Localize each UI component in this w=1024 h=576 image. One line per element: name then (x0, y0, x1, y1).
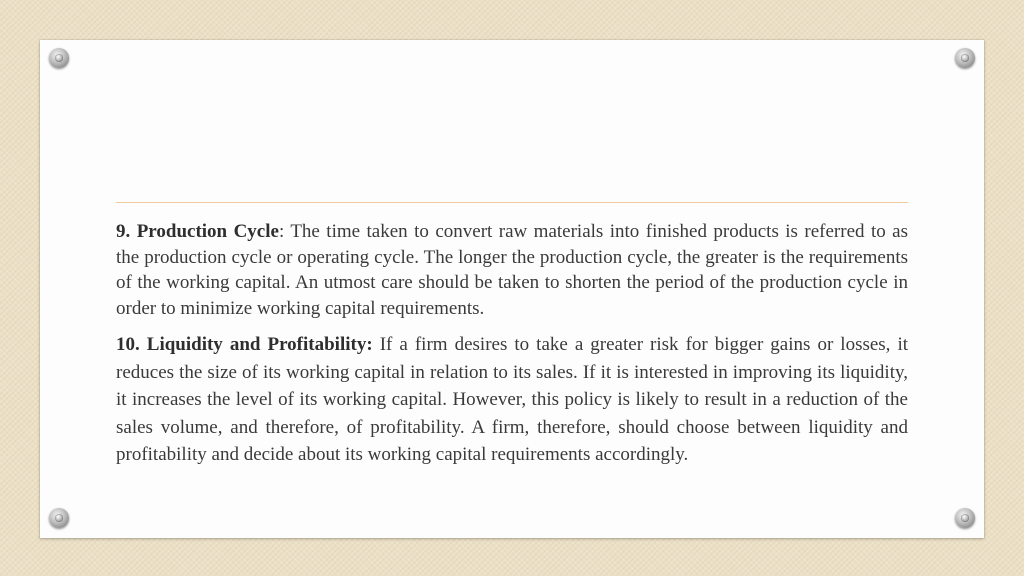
slide-body (116, 219, 908, 469)
pushpin-icon-top-left (49, 48, 69, 68)
paragraph-liquidity-profitability (116, 331, 908, 469)
pushpin-icon-top-right (955, 48, 975, 68)
paragraph-production-cycle (116, 219, 908, 321)
paragraph-heading: 10. Liquidity and Profitability: (116, 334, 373, 355)
pushpin-icon-bottom-right (955, 508, 975, 528)
title-divider-line (116, 202, 908, 203)
paragraph-text: If a firm desires to take a greater risk for bigger gains or losses, it reduces the size of its working capital in relation to its sales. If it is interested in improving its liquidity, it increases the level of its working capital. However, this policy is likely to result in a reduction of the sales volume, and therefore, of profitability. A firm, therefore, should choose between liquidity and profitability and decide about its working capital requirements accordingly. (116, 334, 909, 465)
heading-separator: : (278, 221, 291, 242)
paragraph-text: The time taken to convert raw materials into finished products is referred to as the production cycle or operating cycle. The longer the production cycle, the greater is the requirements of the working capital. An utmost care should be taken to shorten the period of the production cycle in order to minimize working capital requirements. (116, 221, 908, 319)
heading-separator (373, 334, 380, 355)
paragraph-heading: 9. Production Cycle (116, 221, 279, 242)
pushpin-icon-bottom-left (49, 508, 69, 528)
